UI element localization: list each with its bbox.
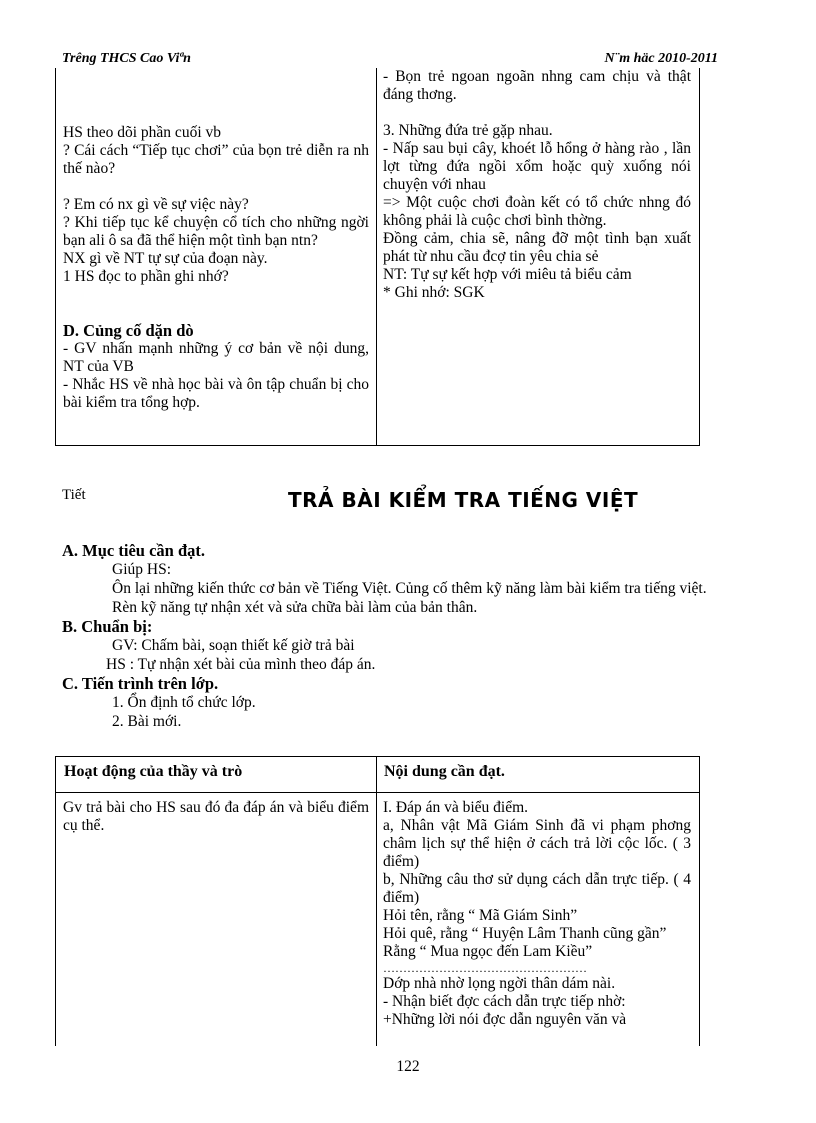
section-d-heading: D. Củng cố dặn dò [63,321,194,340]
content-line: Đồng cảm, chia sẽ, nâng đỡ một tình bạn xuất phát từ nhu cầu đcợ tin yêu chia sẻ [383,230,691,265]
column-header-activity: Hoạt động của thầy và trò [64,763,243,780]
content-cell [383,799,691,1029]
content-line: - Nấp sau bụi cây, khoét lỗ hổng ở hàng rào , lần lợt từng đứa ngồi xổm hoặc quỳ xuống nói chuyện với nhau [383,140,691,193]
content-line: Rằng “ Mua ngọc đến Lam Kiều” [383,943,593,960]
activity-line: 1 HS đọc to phần ghi nhớ? [63,268,229,285]
content-line: => Một cuộc chơi đoàn kết có tổ chức nhng đó không phải là cuộc chơi bình thờng. [383,194,691,229]
column-header-content: Nội dung cần đạt. [384,763,505,780]
column-divider [376,68,377,445]
header-row-divider [56,792,699,793]
content-line: 3. Những đứa trẻ gặp nhau. [383,122,553,139]
objective-line: Giúp HS: [112,561,171,578]
content-line: b, Những câu thơ sử dụng cách dẫn trực tiếp. ( 4 điểm) [383,871,691,906]
lesson-title: TRẢ BÀI KIỂM TRA TIẾNG VIỆT [288,488,639,512]
content-line: +Những lời nói đợc dẫn nguyên văn và [383,1011,627,1028]
content-line: - Bọn trẻ ngoan ngoãn nhng cam chịu và thật đáng thơng. [383,68,691,103]
teacher-activity-cell: Gv trả bài cho HS sau đó đa đáp án và biểu điểm cụ thể. [63,799,369,834]
activity-line: ? Khi tiếp tục kể chuyện cổ tích cho những ngời bạn ali ô sa đã thể hiện một tình bạn ntn? [63,214,369,249]
objective-line: Ôn lại những kiến thức cơ bản về Tiếng Việt. Củng cố thêm kỹ năng làm bài kiểm tra tiếng việt. [112,580,707,597]
section-b-heading: B. Chuẩn bị: [62,617,153,636]
section-a-heading: A. Mục tiêu cần đạt. [62,541,205,560]
teacher-activity-column [63,124,369,412]
lesson-objectives [62,541,752,731]
activity-table [55,756,700,1046]
column-divider [376,757,377,1046]
preparation-line: GV: Chấm bài, soạn thiết kế giờ trả bài [112,637,355,654]
content-line: Dớp nhà nhờ lọng ngời thân dám nài. [383,975,616,992]
content-line: Hỏi tên, rằng “ Mã Giám Sinh” [383,907,578,924]
content-line: NT: Tự sự kết hợp với miêu tả biểu cảm [383,266,632,283]
content-line: * Ghi nhớ: SGK [383,284,485,301]
content-line: I. Đáp án và biểu điểm. [383,799,529,816]
activity-table-continued [55,68,700,446]
content-line: Hỏi quê, rằng “ Huyện Lâm Thanh cũng gần” [383,925,667,942]
section-c-heading: C. Tiến trình trên lớp. [62,674,219,693]
objective-line: Rèn kỹ năng tự nhận xét và sửa chữa bài làm của bản thân. [112,599,478,616]
preparation-line: HS : Tự nhận xét bài của mình theo đáp án. [106,656,376,673]
page-number: 122 [396,1058,420,1075]
header-school: Trêng THCS Cao Viªn [62,51,191,66]
activity-line: HS theo dõi phần cuối vb [63,124,221,141]
activity-line: NX gì về NT tự sự của đoạn này. [63,250,268,267]
content-line: …………………………………………… [383,961,587,975]
procedure-line: 2. Bài mới. [112,713,182,730]
activity-line: - GV nhấn mạnh những ý cơ bản về nội dung, NT của VB [63,340,369,375]
content-line: a, Nhân vật Mã Giám Sinh đã vi phạm phơng châm lịch sự thể hiện ở cách trả lời cộc lốc. ( 3 điểm) [383,817,691,870]
activity-line: ? Em có nx gì về sự việc này? [63,196,249,213]
procedure-line: 1. Ổn định tổ chức lớp. [112,694,256,711]
content-line: - Nhận biết đợc cách dẫn trực tiếp nhờ: [383,993,626,1010]
activity-line: - Nhắc HS về nhà học bài và ôn tập chuẩn bị cho bài kiểm tra tổng hợp. [63,376,369,411]
content-column [383,68,691,302]
header-year: N¨m häc 2010-2011 [604,51,718,66]
activity-line: ? Cái cách “Tiếp tục chơi” của bọn trẻ diễn ra nh thế nào? [63,142,369,177]
lesson-period-label: Tiết [62,487,86,503]
